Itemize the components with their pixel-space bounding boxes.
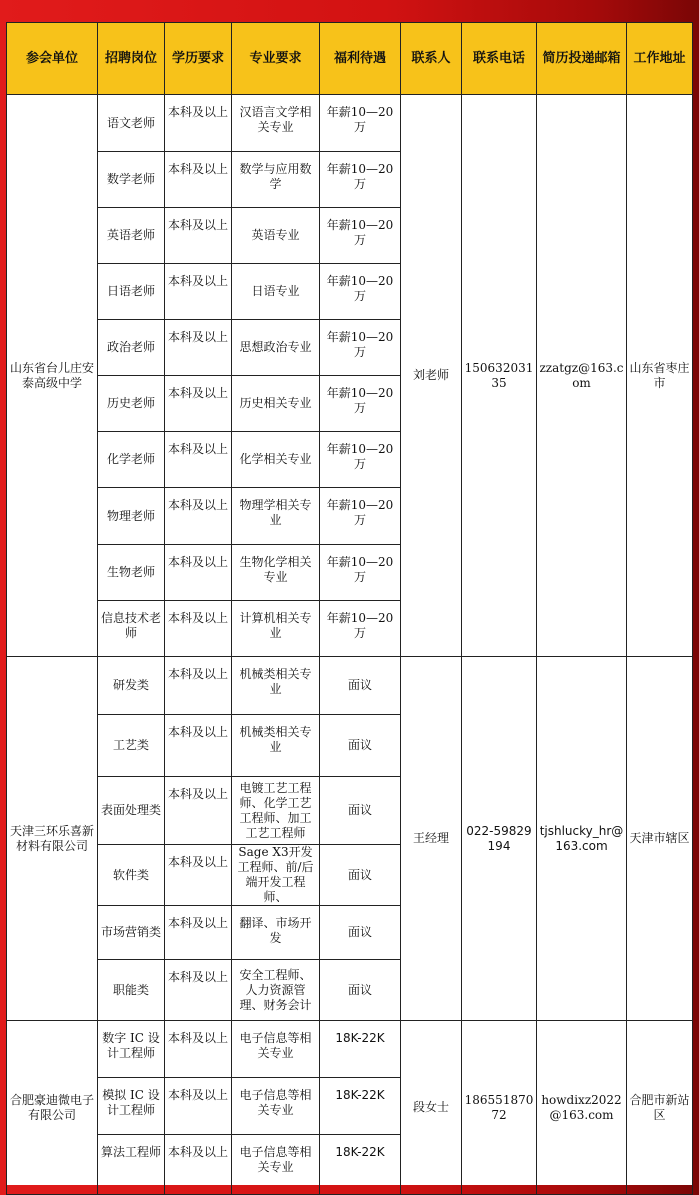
benefit-cell: 面议 xyxy=(320,777,401,845)
degree-cell: 本科及以上 xyxy=(165,264,232,320)
degree-cell: 本科及以上 xyxy=(165,715,232,777)
major-cell: 机械类相关专业 xyxy=(232,657,320,715)
degree-cell: 本科及以上 xyxy=(165,432,232,488)
position-cell: 市场营销类 xyxy=(98,906,165,960)
degree-cell: 本科及以上 xyxy=(165,545,232,601)
header-position: 招聘岗位 xyxy=(98,23,165,95)
contact-phone: 022-59829194 xyxy=(462,657,537,1021)
position-cell: 软件类 xyxy=(98,845,165,906)
benefit-cell: 年薪10—20万 xyxy=(320,152,401,208)
position-cell: 算法工程师 xyxy=(98,1135,165,1195)
table-row xyxy=(7,95,693,152)
major-cell: 安全工程师、人力资源管理、财务会计 xyxy=(232,960,320,1021)
degree-cell: 本科及以上 xyxy=(165,906,232,960)
benefit-cell: 年薪10—20万 xyxy=(320,264,401,320)
position-cell: 政治老师 xyxy=(98,320,165,376)
degree-cell: 本科及以上 xyxy=(165,1078,232,1135)
benefit-cell: 年薪10—20万 xyxy=(320,208,401,264)
major-cell: 数学与应用数学 xyxy=(232,152,320,208)
table-row xyxy=(7,657,693,715)
benefit-cell: 面议 xyxy=(320,906,401,960)
header-address: 工作地址 xyxy=(627,23,693,95)
position-cell: 历史老师 xyxy=(98,376,165,432)
position-cell: 化学老师 xyxy=(98,432,165,488)
major-cell: 电子信息等相关专业 xyxy=(232,1078,320,1135)
major-cell: 电镀工艺工程师、化学工艺工程师、加工工艺工程师 xyxy=(232,777,320,845)
work-address: 合肥市新站区 xyxy=(627,1021,693,1195)
contact-phone: 15063203135 xyxy=(462,95,537,657)
major-cell: Sage X3开发工程师、前/后端开发工程师、 xyxy=(232,845,320,906)
benefit-cell: 年薪10—20万 xyxy=(320,320,401,376)
header-degree: 学历要求 xyxy=(165,23,232,95)
position-cell: 研发类 xyxy=(98,657,165,715)
header-contact: 联系人 xyxy=(401,23,462,95)
major-cell: 汉语言文学相关专业 xyxy=(232,95,320,152)
benefit-cell: 年薪10—20万 xyxy=(320,545,401,601)
benefit-cell: 年薪10—20万 xyxy=(320,376,401,432)
header-benefit: 福利待遇 xyxy=(320,23,401,95)
major-cell: 翻译、市场开发 xyxy=(232,906,320,960)
benefit-cell: 18K-22K xyxy=(320,1135,401,1195)
recruitment-table xyxy=(6,22,693,1195)
benefit-cell: 年薪10—20万 xyxy=(320,488,401,545)
degree-cell: 本科及以上 xyxy=(165,1135,232,1195)
major-cell: 历史相关专业 xyxy=(232,376,320,432)
position-cell: 英语老师 xyxy=(98,208,165,264)
major-cell: 电子信息等相关专业 xyxy=(232,1135,320,1195)
major-cell: 思想政治专业 xyxy=(232,320,320,376)
resume-email: tjshlucky_hr@163.com xyxy=(537,657,627,1021)
position-cell: 生物老师 xyxy=(98,545,165,601)
position-cell: 物理老师 xyxy=(98,488,165,545)
major-cell: 物理学相关专业 xyxy=(232,488,320,545)
contact-person: 王经理 xyxy=(401,657,462,1021)
position-cell: 工艺类 xyxy=(98,715,165,777)
resume-email: howdixz2022@163.com xyxy=(537,1021,627,1195)
position-cell: 表面处理类 xyxy=(98,777,165,845)
company-name: 山东省台儿庄安泰高级中学 xyxy=(7,95,98,657)
major-cell: 机械类相关专业 xyxy=(232,715,320,777)
position-cell: 数字 IC 设计工程师 xyxy=(98,1021,165,1078)
table-row xyxy=(7,1021,693,1078)
major-cell: 电子信息等相关专业 xyxy=(232,1021,320,1078)
major-cell: 日语专业 xyxy=(232,264,320,320)
degree-cell: 本科及以上 xyxy=(165,601,232,657)
major-cell: 计算机相关专业 xyxy=(232,601,320,657)
benefit-cell: 18K-22K xyxy=(320,1078,401,1135)
benefit-cell: 18K-22K xyxy=(320,1021,401,1078)
company-name: 合肥豪迪微电子有限公司 xyxy=(7,1021,98,1195)
degree-cell: 本科及以上 xyxy=(165,95,232,152)
position-cell: 模拟 IC 设计工程师 xyxy=(98,1078,165,1135)
major-cell: 化学相关专业 xyxy=(232,432,320,488)
position-cell: 信息技术老师 xyxy=(98,601,165,657)
resume-email: zzatgz@163.com xyxy=(537,95,627,657)
degree-cell: 本科及以上 xyxy=(165,376,232,432)
company-name: 天津三环乐喜新材料有限公司 xyxy=(7,657,98,1021)
degree-cell: 本科及以上 xyxy=(165,845,232,906)
degree-cell: 本科及以上 xyxy=(165,320,232,376)
degree-cell: 本科及以上 xyxy=(165,208,232,264)
header-major: 专业要求 xyxy=(232,23,320,95)
position-cell: 数学老师 xyxy=(98,152,165,208)
work-address: 天津市辖区 xyxy=(627,657,693,1021)
position-cell: 日语老师 xyxy=(98,264,165,320)
position-cell: 语文老师 xyxy=(98,95,165,152)
header-email: 简历投递邮箱 xyxy=(537,23,627,95)
degree-cell: 本科及以上 xyxy=(165,1021,232,1078)
benefit-cell: 面议 xyxy=(320,657,401,715)
benefit-cell: 年薪10—20万 xyxy=(320,601,401,657)
contact-phone: 18655187072 xyxy=(462,1021,537,1195)
benefit-cell: 年薪10—20万 xyxy=(320,432,401,488)
work-address: 山东省枣庄市 xyxy=(627,95,693,657)
degree-cell: 本科及以上 xyxy=(165,488,232,545)
degree-cell: 本科及以上 xyxy=(165,657,232,715)
degree-cell: 本科及以上 xyxy=(165,152,232,208)
benefit-cell: 面议 xyxy=(320,715,401,777)
contact-person: 段女士 xyxy=(401,1021,462,1195)
job-fair-table-frame xyxy=(6,22,692,1185)
position-cell: 职能类 xyxy=(98,960,165,1021)
header-company: 参会单位 xyxy=(7,23,98,95)
header-row xyxy=(7,23,693,95)
benefit-cell: 年薪10—20万 xyxy=(320,95,401,152)
major-cell: 英语专业 xyxy=(232,208,320,264)
degree-cell: 本科及以上 xyxy=(165,777,232,845)
degree-cell: 本科及以上 xyxy=(165,960,232,1021)
header-phone: 联系电话 xyxy=(462,23,537,95)
contact-person: 刘老师 xyxy=(401,95,462,657)
benefit-cell: 面议 xyxy=(320,960,401,1021)
benefit-cell: 面议 xyxy=(320,845,401,906)
major-cell: 生物化学相关专业 xyxy=(232,545,320,601)
